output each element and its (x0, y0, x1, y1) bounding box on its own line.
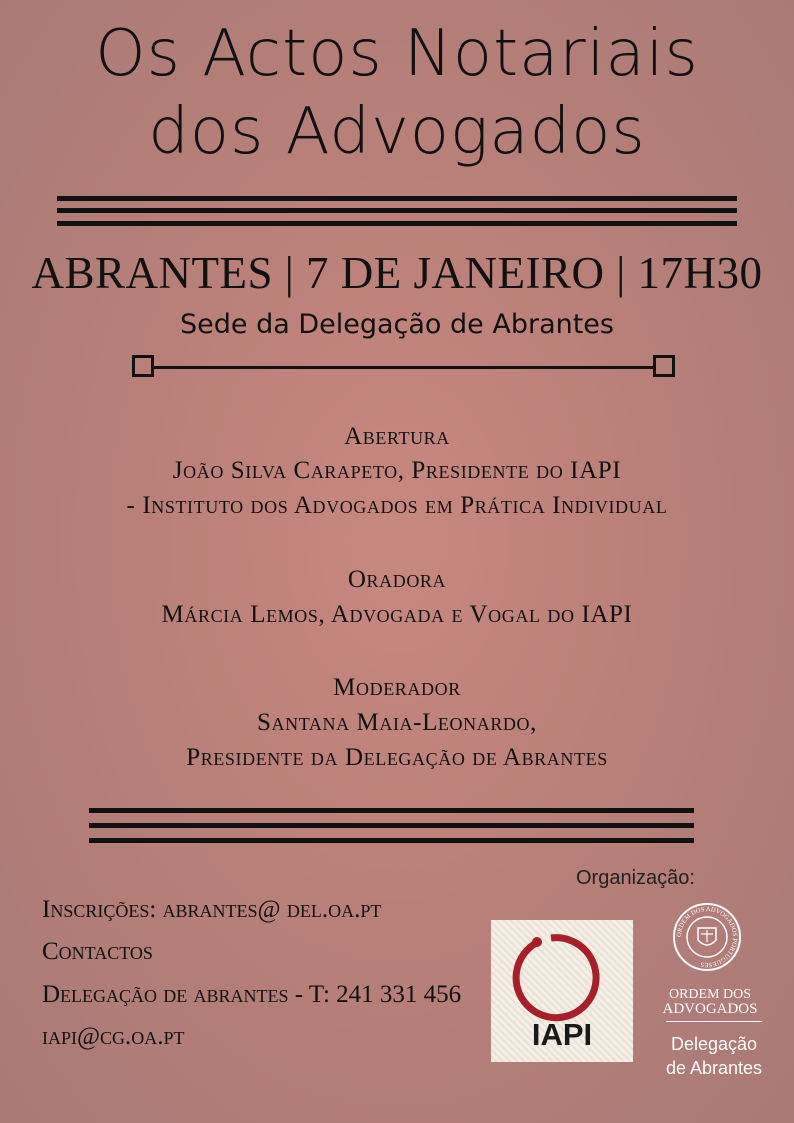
organization-label: Organização: (576, 867, 695, 889)
opening-heading: Abertura (344, 423, 450, 450)
title-line-1: Os Actos Notariais (95, 17, 699, 91)
oa-name-line-1: ORDEM DOS (668, 987, 752, 1002)
oa-divider (666, 1021, 762, 1022)
speaker-line-1: Márcia Lemos, Advogada e Vogal do IAPI (161, 601, 633, 628)
event-venue: Sede da Delegação de Abrantes (179, 309, 614, 340)
oa-delegation-line-2: de Abrantes (665, 1058, 763, 1078)
opening-line-2: - Instituto dos Advogados em Prática Individual (126, 492, 668, 519)
iapi-logo-text: IAPI (531, 1017, 593, 1052)
iapi-email[interactable]: iapi@cg.oa.pt (42, 1023, 185, 1050)
speaker-heading: Oradora (347, 566, 447, 593)
moderator-line-2: Presidente da Delegação de Abrantes (186, 744, 608, 771)
svg-text:ORDEM DOS ADVOGADOS PORTUGUESE: ORDEM DOS ADVOGADOS PORTUGUESES (675, 905, 739, 969)
registrations-email[interactable]: Inscrições: abrantes@ del.oa.pt (42, 896, 382, 923)
moderator-heading: Moderador (333, 674, 461, 701)
oa-name-line-2: ADVOGADOS (662, 1001, 758, 1017)
event-headline: ABRANTES | 7 DE JANEIRO | 17H30 (31, 248, 763, 298)
contacts-heading: Contactos (42, 938, 153, 965)
delegation-phone[interactable]: Delegação de abrantes - T: 241 331 456 (42, 981, 462, 1008)
moderator-line-1: Santana Maia-Leonardo, (257, 709, 537, 736)
oa-delegation-line-1: Delegação (670, 1034, 758, 1054)
ordem-advogados-seal-icon (672, 902, 742, 972)
title-line-2: dos Advogados (148, 95, 646, 169)
opening-line-1: João Silva Carapeto, Presidente do IAPI (172, 457, 622, 484)
